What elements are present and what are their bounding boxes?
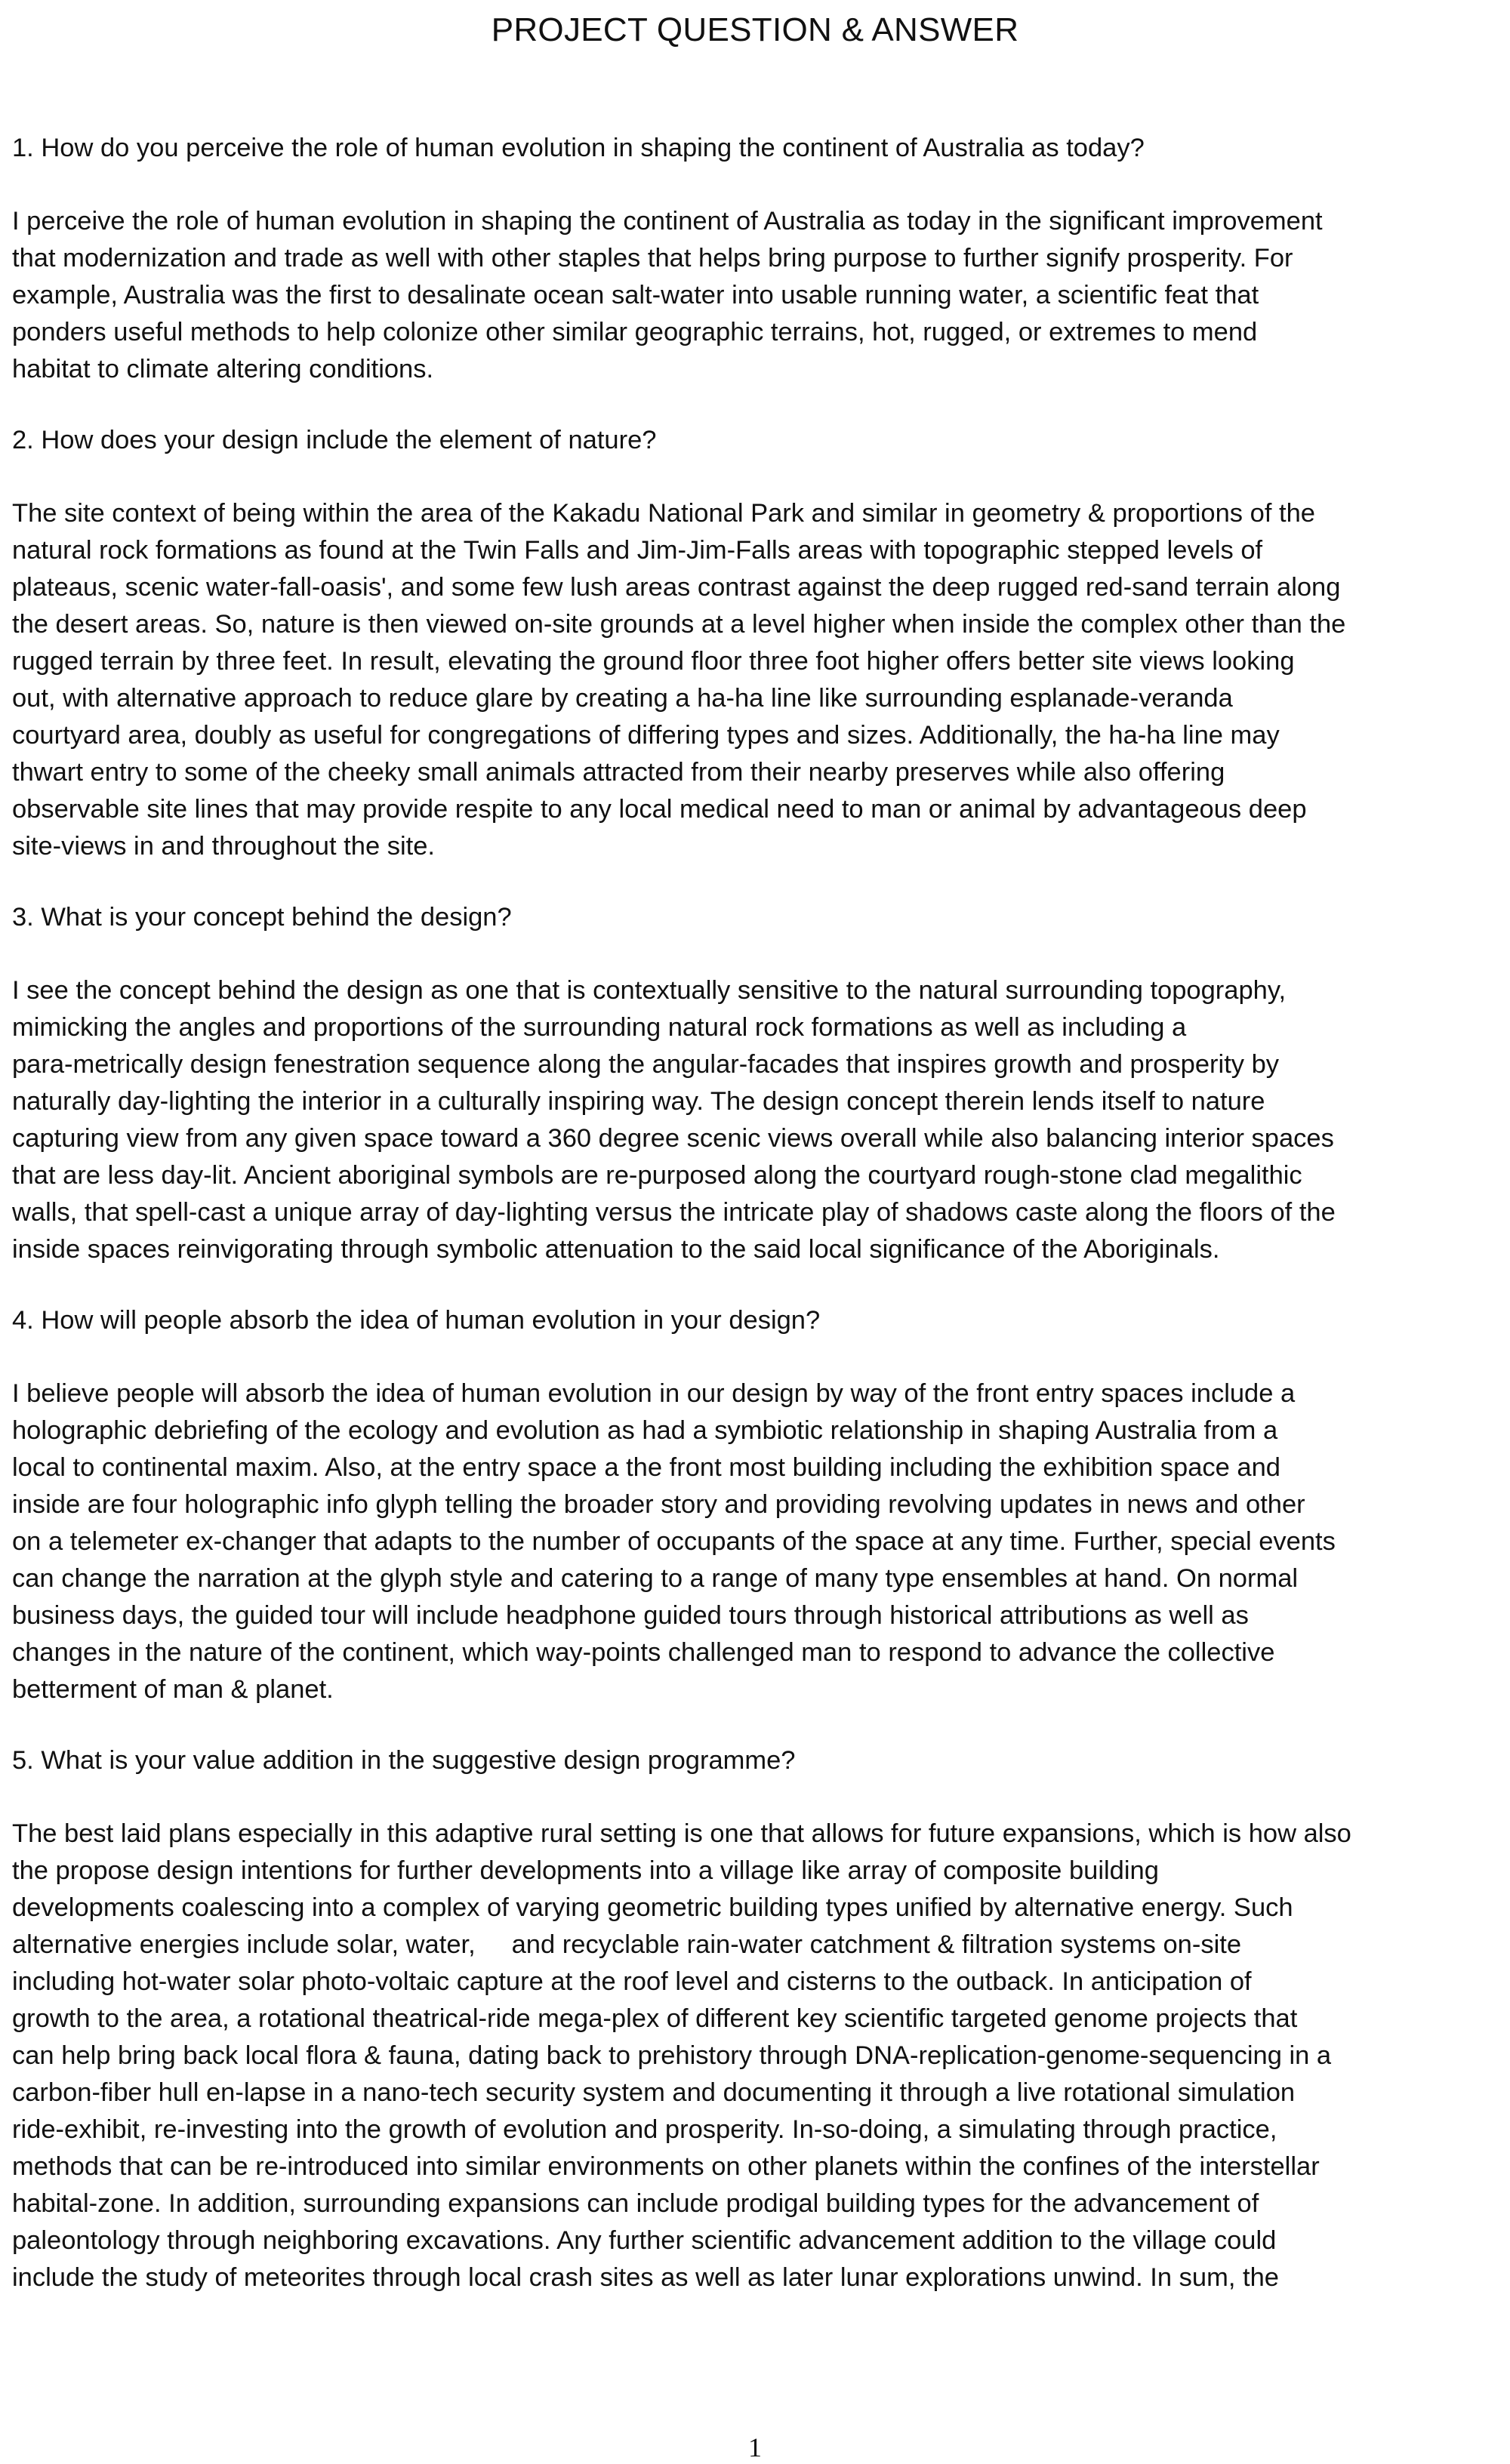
answer-line: carbon-fiber hull en-lapse in a nano-tech security system and documenting it through a live rotational simulation <box>12 2078 1296 2107</box>
answer-line: I believe people will absorb the idea of human evolution in our design by way of the front entry spaces include a <box>12 1379 1296 1408</box>
answer-line: The best laid plans especially in this adaptive rural setting is one that allows for future expansions, which is how also <box>12 1819 1351 1848</box>
answer-line: rugged terrain by three feet. In result, elevating the ground floor three foot higher offers better site views looking <box>12 647 1295 676</box>
answer-line: the propose design intentions for further developments into a village like array of composite building <box>12 1856 1159 1885</box>
answer-line: para-metrically design fenestration sequence along the angular-facades that inspires growth and prosperity by <box>12 1050 1280 1079</box>
answer-line: can help bring back local flora & fauna, dating back to prehistory through DNA-replication-genome-sequencing in a <box>12 2041 1332 2070</box>
answer-line: example, Australia was the first to desalinate ocean salt-water into usable running water, a scientific feat that <box>12 281 1259 310</box>
answer-line: ride-exhibit, re-investing into the growth of evolution and prosperity. In-so-doing, a simulating through practice, <box>12 2115 1277 2144</box>
answer-line: out, with alternative approach to reduce glare by creating a ha-ha line like surrounding esplanade-veranda <box>12 684 1233 713</box>
answer-line: growth to the area, a rotational theatrical-ride mega-plex of different key scientific targeted genome projects that <box>12 2004 1298 2033</box>
answer-line: inside are four holographic info glyph telling the broader story and providing revolving updates in news and other <box>12 1490 1305 1519</box>
answer-line: include the study of meteorites through local crash sites as well as later lunar explorations unwind. In sum, the <box>12 2263 1279 2292</box>
answer-line: courtyard area, doubly as useful for congregations of differing types and sizes. Additionally, the ha-ha line may <box>12 721 1280 750</box>
answer-line: site-views in and throughout the site. <box>12 832 435 861</box>
answer-line: business days, the guided tour will include headphone guided tours through historical attributions as well as <box>12 1601 1249 1630</box>
answer-line: The site context of being within the area of the Kakadu National Park and similar in geometry & proportions of the <box>12 499 1315 528</box>
question-1: 1. How do you perceive the role of human evolution in shaping the continent of Australia as today? <box>12 134 1145 162</box>
answer-line: plateaus, scenic water-fall-oasis', and some few lush areas contrast against the deep rugged red-sand terrain along <box>12 573 1341 602</box>
answer-line: paleontology through neighboring excavations. Any further scientific advancement addition to the village could <box>12 2226 1277 2255</box>
answer-5 <box>12 1816 1501 2296</box>
answer-line: observable site lines that may provide respite to any local medical need to man or animal by advantageous deep <box>12 795 1307 824</box>
answer-line: natural rock formations as found at the Twin Falls and Jim-Jim-Falls areas with topographic stepped levels of <box>12 536 1263 565</box>
answer-line: ponders useful methods to help colonize other similar geographic terrains, hot, rugged, or extremes to mend <box>12 318 1258 346</box>
page-title: PROJECT QUESTION & ANSWER <box>491 11 1019 48</box>
qa-block-3 <box>12 899 1501 1268</box>
answer-line: holographic debriefing of the ecology and evolution as had a symbiotic relationship in shaping Australia from a <box>12 1416 1278 1445</box>
qa-block-1 <box>12 130 1501 388</box>
question-3: 3. What is your concept behind the design? <box>12 903 512 932</box>
qa-block-2 <box>12 422 1501 865</box>
answer-line: changes in the nature of the continent, which way-points challenged man to respond to advance the collective <box>12 1638 1275 1667</box>
answer-line: developments coalescing into a complex of varying geometric building types unified by alternative energy. Such <box>12 1893 1293 1922</box>
answer-line: habitat to climate altering conditions. <box>12 355 434 383</box>
qa-block-5 <box>12 1742 1501 2296</box>
answer-line: that modernization and trade as well with other staples that helps bring purpose to further signify prosperity. For <box>12 244 1293 273</box>
answer-line: the desert areas. So, nature is then viewed on-site grounds at a level higher when inside the complex other than the <box>12 610 1346 639</box>
question-2: 2. How does your design include the element of nature? <box>12 426 657 454</box>
answer-line: methods that can be re-introduced into similar environments on other planets within the confines of the interstellar <box>12 2152 1320 2181</box>
page-number: 1 <box>748 2432 762 2462</box>
answer-line: inside spaces reinvigorating through symbolic attenuation to the said local significance of the Aboriginals. <box>12 1235 1220 1264</box>
question-5: 5. What is your value addition in the suggestive design programme? <box>12 1746 796 1775</box>
answer-line: naturally day-lighting the interior in a culturally inspiring way. The design concept therein lends itself to nature <box>12 1087 1265 1116</box>
answer-4 <box>12 1375 1501 1708</box>
qa-block-4 <box>12 1302 1501 1708</box>
answer-line: walls, that spell-cast a unique array of day-lighting versus the intricate play of shadows caste along the floors of the <box>12 1198 1336 1227</box>
answer-line: mimicking the angles and proportions of the surrounding natural rock formations as well as including a <box>12 1013 1187 1042</box>
answer-1 <box>12 203 1501 388</box>
answer-line: betterment of man & planet. <box>12 1675 334 1704</box>
answer-2 <box>12 495 1501 865</box>
answer-line: thwart entry to some of the cheeky small animals attracted from their nearby preserves while also offering <box>12 758 1225 787</box>
answer-line: habital-zone. In addition, surrounding expansions can include prodigal building types for the advancement of <box>12 2189 1259 2218</box>
answer-line: alternative energies include solar, water, and recyclable rain-water catchment & filtration systems on-site <box>12 1930 1242 1959</box>
answer-line: that are less day-lit. Ancient aboriginal symbols are re-purposed along the courtyard rough-stone clad megalithic <box>12 1161 1302 1190</box>
answer-line: I perceive the role of human evolution in shaping the continent of Australia as today in the significant improvement <box>12 207 1323 236</box>
answer-line: on a telemeter ex-changer that adapts to the number of occupants of the space at any time. Further, special events <box>12 1527 1336 1556</box>
answer-line: can change the narration at the glyph style and catering to a range of many type ensembles at hand. On normal <box>12 1564 1299 1593</box>
question-4: 4. How will people absorb the idea of human evolution in your design? <box>12 1306 821 1335</box>
answer-line: capturing view from any given space toward a 360 degree scenic views overall while also balancing interior spaces <box>12 1124 1334 1153</box>
qa-content <box>12 130 1501 2330</box>
answer-line: including hot-water solar photo-voltaic capture at the roof level and cisterns to the outback. In anticipation of <box>12 1967 1252 1996</box>
answer-3 <box>12 972 1501 1268</box>
answer-line: local to continental maxim. Also, at the entry space a the front most building including the exhibition space and <box>12 1453 1280 1482</box>
answer-line: I see the concept behind the design as one that is contextually sensitive to the natural surrounding topography, <box>12 976 1287 1005</box>
